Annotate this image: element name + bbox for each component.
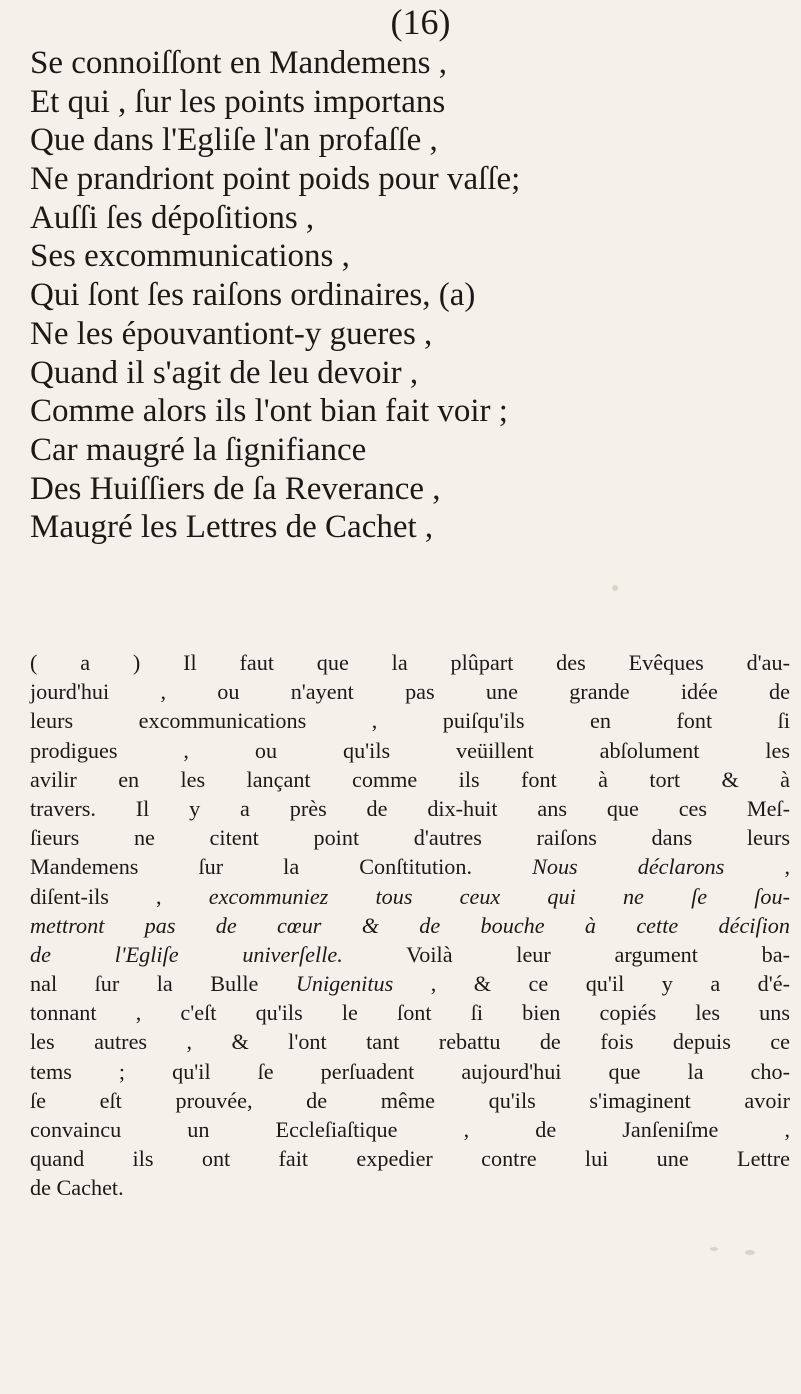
footnote-line: ſe eſt prouvée, de même qu'ils s'imaginent avoir [30,1087,790,1113]
footnote-line [30,940,790,969]
verse-line: Comme alors ils l'ont bian fait voir ; [30,393,508,430]
footnote-line [30,852,790,881]
footnote-italic-text: mettront pas de cœur & de bouche à cette déciſion [30,912,790,938]
verse-line: Ne les épouvantiont-y gueres , [30,315,433,352]
footnote-line: leurs excommunications , puiſqu'ils en font ſi [30,708,790,734]
footnote-line: travers. Il y a près de dix-huit ans que ces Meſ- [30,795,790,821]
footnote-italic-text: de l'Egliſe univerſelle. [30,941,343,967]
verse-line: Quand il s'agit de leu devoir , [30,354,419,391]
footnote-line: ſieurs ne citent point d'autres raiſons dans leurs [30,825,790,851]
footnote-text: Mandemens ſur la Conſtitution. [30,854,533,880]
footnote-line: ( a ) Il faut que la plûpart des Evêques d'au- [30,650,790,675]
footnote-line: de Cachet. [30,1175,124,1201]
footnote-line: tonnant , c'eſt qu'ils le ſont ſi bien copiés les uns [30,1000,790,1026]
footnote-line [30,882,790,911]
footnote-text: Voilà leur argument ba- [342,941,790,967]
footnote-line: tems ; qu'il ſe perſuadent aujourd'hui que la cho- [30,1058,790,1084]
footnote-line: prodigues , ou qu'ils veüillent abſolument les [30,737,790,763]
verse-line: Et qui , ſur les points importans [30,83,446,120]
footnote-text: , & ce qu'il y a d'é- [393,971,790,997]
footnote-line: quand ils ont fait expedier contre lui une Lettre [30,1146,790,1172]
footnote [30,648,790,1203]
footnote-line: jourd'hui , ou n'ayent pas une grande idée de [30,679,790,705]
footnote-italic-text: Nous déclarons [532,854,725,880]
footnote-line [30,911,790,940]
verse-line: Ses excommunications , [30,238,350,275]
paper-speck [745,1250,755,1255]
footnote-line: avilir en les lançant comme ils font à tort & à [30,766,790,792]
verse-line: Des Huiſſiers de ſa Reverance , [30,470,441,507]
footnote-italic-text: Unigenitus [295,971,394,997]
verse-line: Auſſi ſes dépoſitions , [30,199,315,236]
paper-speck [612,585,618,591]
footnote-text: , [724,854,790,880]
paper-speck [710,1247,718,1251]
verse-line: Que dans l'Egliſe l'an profaſſe , [30,122,438,159]
page-number: (16) [390,2,451,42]
verse-line: Se connoiſſont en Mandemens , [30,45,448,81]
verse-block [30,44,790,547]
footnote-italic-text: excommuniez tous ceux qui ne ſe ſou- [208,883,790,909]
verse-line: Car maugré la ſignifiance [30,431,367,468]
footnote-line: convaincu un Eccleſiaſtique , de Janſeniſme , [30,1117,790,1142]
verse-line: Ne prandriont point poids pour vaſſe; [30,161,521,198]
footnote-text: diſent-ils , [30,883,209,909]
footnote-text: nal ſur la Bulle [30,971,296,997]
footnote-line [30,969,790,998]
footnote-line: les autres , & l'ont tant rebattu de fois depuis ce [30,1029,790,1055]
verse-line: Maugré les Lettres de Cachet , [30,509,434,546]
verse-line: Qui ſont ſes raiſons ordinaires, (a) [30,277,476,314]
